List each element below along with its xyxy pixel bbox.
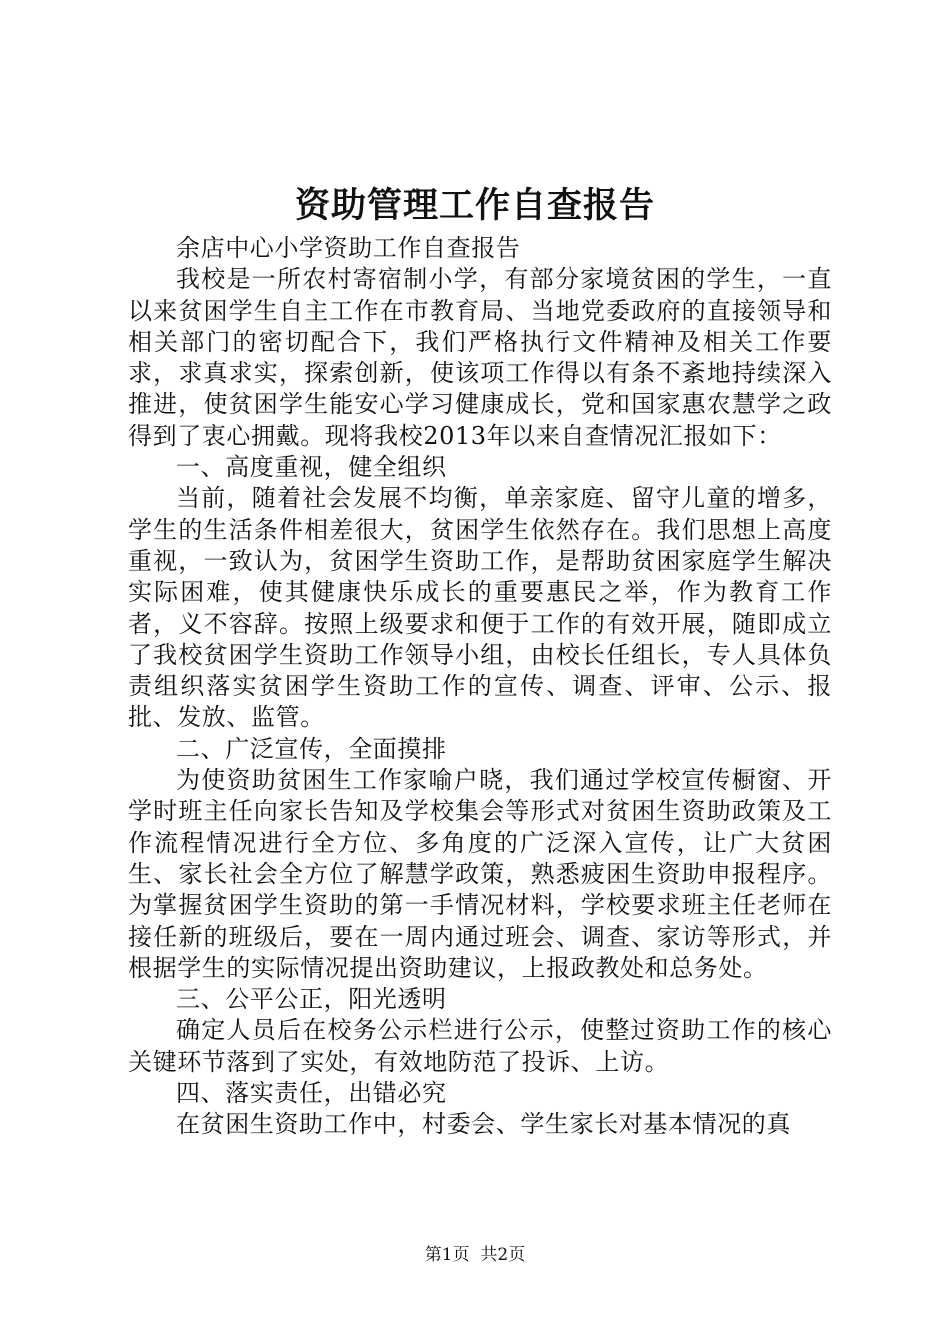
paragraph-section-2: 为使资助贫困生工作家喻户晓，我们通过学校宣传橱窗、开学时班主任向家长告知及学校集会等形式对贫困生资助政策及工作流程情况进行全方位、多角度的广泛深入宣传，让广大贫困生、家长社会全方位了解慧学政策，熟悉疲困生资助申报程序。为掌握贫困学生资助的第一手情况材料，学校要求班主任老师在接任新的班级后，要在一周内通过班会、调查、家访等形式，并根据学生的实际情况提出资助建议，上报政教处和总务处。 (128, 766, 832, 982)
page-footer (0, 1243, 950, 1267)
paragraph-section-4: 在贫困生资助工作中，村委会、学生家长对基本情况的真 (176, 1110, 791, 1139)
paragraph-section-3: 确定人员后在校务公示栏进行公示，使整过资助工作的核心关键环节落到了实处，有效地防范了投诉、上访。 (128, 1016, 832, 1076)
section-heading-1: 一、高度重视，健全组织 (176, 453, 447, 482)
paragraph-intro: 我校是一所农村寄宿制小学，有部分家境贫困的学生，一直以来贫困学生自主工作在市教育局、当地党委政府的直接领导和相关部门的密切配合下，我们严格执行文件精神及相关工作要求，求真求实，探索创新，使该项工作得以有条不紊地持续深入推进，使贫困学生能安心学习健康成长，党和国家惠农慧学之政得到了衷心拥戴。现将我校2013年以来自查情况汇报如下： (128, 265, 832, 450)
section-heading-2: 二、广泛宣传，全面摸排 (176, 734, 447, 763)
paragraph-subtitle: 余店中心小学资助工作自查报告 (176, 234, 521, 262)
footer-spacer (470, 1245, 481, 1265)
document-body (128, 233, 832, 1141)
section-heading-3: 三、公平公正，阳光透明 (176, 985, 447, 1014)
page-total: 共2页 (480, 1245, 526, 1265)
document-title: 资助管理工作自查报告 (294, 185, 655, 226)
section-heading-4: 四、落实责任，出错必究 (176, 1079, 447, 1108)
paragraph-section-1: 当前，随着社会发展不均衡，单亲家庭、留守儿童的增多，学生的生活条件相差很大，贫困学生依然存在。我们思想上高度重视，一致认为，贫困学生资助工作，是帮助贫困家庭学生解决实际困难，使其健康快乐成长的重要惠民之举，作为教育工作者，义不容辞。按照上级要求和便于工作的有效开展，随即成立了我校贫困学生资助工作领导小组，由校长任组长，专人具体负责组织落实贫困学生资助工作的宣传、调查、评审、公示、报批、发放、监管。 (128, 484, 832, 732)
page-number: 第1页 (424, 1245, 470, 1265)
